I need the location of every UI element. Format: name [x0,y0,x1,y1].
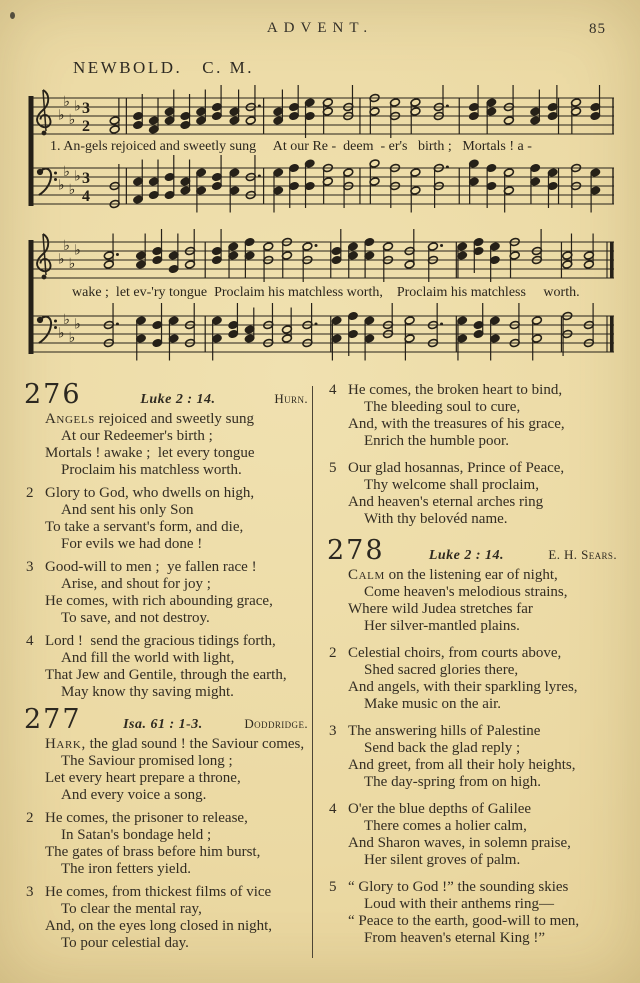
bass-staff [30,303,614,361]
verse-line: He comes, the broken heart to bind, [348,382,563,398]
verse-line: Come heaven's melodious strains, [364,584,568,600]
music-lyric-line-2: wake ; let ev-'ry tongue Proclaim his matchless worth, Proclaim his matchless worth. [72,285,580,300]
verse-line: Her silent groves of palm. [364,852,521,868]
verse-line: And every voice a song. [61,787,207,803]
verse-line: There comes a holier calm, [364,818,527,834]
verse-number: 2 [26,485,34,501]
verse-line: To clear the mental ray, [61,901,202,917]
augmentation-dot-icon [440,244,443,247]
augmentation-dot-icon [116,253,119,256]
flat-sign-icon: ♭ [63,164,71,180]
verse-number: 5 [329,879,337,895]
verse-line: Arise, and shout for joy ; [61,576,211,592]
hymn-278-verse-5 [327,879,617,947]
verse-line: From heaven's eternal King !” [364,930,545,946]
hymn-278-verse-2 [327,645,617,713]
augmentation-dot-icon [440,323,443,326]
treble-clef-icon [37,90,50,135]
flat-sign-icon: ♭ [58,325,65,342]
flat-sign-icon: ♭ [63,312,71,328]
verse-number: 2 [26,810,34,826]
verse-line: To save, and not destroy. [61,610,210,626]
verse-number: 3 [26,559,34,575]
bass-staff [30,155,614,213]
verse-line: Thy welcome shall proclaim, [364,477,539,493]
tune-title [73,58,254,78]
hymn-number: 278 [327,535,385,566]
verse-number: 3 [26,884,34,900]
hymn-scripture-reference: Luke 2 : 14. [428,548,505,563]
verse-line: To pour celestial day. [61,935,189,951]
verse-line: And, on the eyes long closed in night, [45,918,273,934]
flat-sign-icon: ♭ [68,256,76,272]
verse-number: 5 [329,460,337,476]
verse-line: Let every heart prepare a throne, [45,770,241,786]
verse-line: With thy belovéd name. [364,511,508,527]
hymn-author: Doddridge. [244,716,308,731]
time-signature: 4 [82,188,90,205]
verse-line: He comes, from thickest films of vice [45,884,272,900]
hymn-278-verse-1 [327,567,617,635]
system-brace [29,96,34,206]
flat-sign-icon: ♭ [74,98,81,115]
hymn-277-verses-continued [327,382,617,528]
verse-line: Angels rejoiced and sweetly sung [45,411,255,427]
hymn-scripture-reference: Luke 2 : 14. [140,392,216,407]
bass-clef-icon [37,317,57,343]
hymn-276-verse-4 [24,633,308,701]
treble-staff [30,229,614,282]
augmentation-dot-icon [258,105,261,108]
verse-line: And angels, with their sparkling lyres, [348,679,578,695]
augmentation-dot-icon [258,175,261,178]
flat-sign-icon: ♭ [68,330,76,346]
verse-line: Good-will to men ; ye fallen race ! [45,559,257,575]
verse-number: 4 [329,382,337,398]
hymn-276-heading [24,382,308,408]
running-head [0,20,640,42]
hymn-276-verses [24,411,308,701]
verse-line: Lord ! send the gracious tidings forth, [45,633,276,649]
verse-line: Mortals ! awake ; let every tongue [45,445,255,461]
verse-line: O'er the blue depths of Galilee [348,801,532,817]
flat-sign-icon: ♭ [68,182,76,198]
verse-line: May know thy saving might. [61,684,234,700]
hymn-277-heading [24,704,308,735]
flat-sign-icon: ♭ [63,94,71,110]
flat-sign-icon: ♭ [74,316,81,333]
left-column [24,382,308,962]
time-signature: 3 [82,100,90,117]
treble-clef-icon [37,234,50,279]
verse-line: Proclaim his matchless worth. [61,462,242,478]
system-brace [29,240,34,354]
augmentation-dot-icon [315,323,318,326]
hymn-277-verse-1 [24,736,308,804]
verse-line: Hark, the glad sound ! the Saviour comes, [45,736,305,752]
flat-sign-icon: ♭ [58,251,65,268]
time-signature: 3 [82,170,90,187]
verse-line: Make music on the air. [364,696,502,712]
verse-line: In Satan's bondage held ; [61,827,212,843]
flat-sign-icon: ♭ [58,177,65,194]
verse-line: The Saviour promised long ; [61,753,233,769]
verse-number: 4 [329,801,337,817]
right-column [327,382,617,962]
verse-line: Our glad hosannas, Prince of Peace, [348,460,565,476]
verse-number: 3 [329,723,337,739]
verse-line: And heaven's eternal arches ring [348,494,544,510]
hymn-number: 276 [24,382,82,410]
verse-line: Send back the glad reply ; [364,740,521,756]
flat-sign-icon: ♭ [74,168,81,185]
hymn-276-verse-2 [24,485,308,553]
hymn-278-verse-4 [327,801,617,869]
verse-line: Her silver-mantled plains. [364,618,520,634]
verse-line: That Jew and Gentile, through the earth, [45,667,287,683]
hymn-277-verse-3 [24,884,308,952]
flat-sign-icon: ♭ [68,112,76,128]
hymn-author: E. H. Sears. [548,547,617,562]
verse-line: For evils we had done ! [61,536,203,552]
verse-line: To take a servant's form, and die, [45,519,244,535]
verse-number: 4 [26,633,34,649]
hymn-276-verse-3 [24,559,308,627]
hymn-number: 277 [24,704,82,735]
augmentation-dot-icon [315,244,318,247]
time-signature: 2 [82,118,90,135]
verse-line: Where wild Judea stretches far [348,601,533,617]
bass-clef-icon [37,169,57,195]
verse-line: And sent his only Son [61,502,194,518]
verse-line: And, with the treasures of his grace, [348,416,565,432]
page-blemish [10,12,15,19]
verse-line: And Sharon waves, in solemn praise, [348,835,571,851]
music-lyric-line-1: 1. An-gels rejoiced and sweetly sung At our Re - deem - er's birth ; Mortals ! a - [50,139,532,154]
section-header: ADVENT. [266,20,374,36]
flat-sign-icon: ♭ [58,107,65,124]
hymn-278-verse-3 [327,723,617,791]
hymn-277-verse-2 [24,810,308,878]
verse-line: The gates of brass before him burst, [45,844,261,860]
treble-staff [30,85,614,138]
hymn-276-verse-1 [24,411,308,479]
tune-name: NEWBOLD. [73,58,183,77]
tune-meter: C. M. [202,58,254,77]
hymn-author: Hurn. [274,391,308,406]
music-notation [0,84,640,384]
verse-line: Calm on the listening ear of night, [348,567,558,583]
verse-line: The iron fetters yield. [61,861,191,877]
hymn-277-verse-5 [327,460,617,528]
hymn-277-verse-4 [327,382,617,450]
verse-line: Loud with their anthems ring— [364,896,554,912]
augmentation-dot-icon [446,105,449,108]
flat-sign-icon: ♭ [63,238,71,254]
hymn-scripture-reference: Isa. 61 : 1-3. [123,717,203,732]
verse-number: 2 [329,645,337,661]
verse-line: “ Glory to God !” the sounding skies [348,879,569,895]
flat-sign-icon: ♭ [74,242,81,259]
augmentation-dot-icon [116,323,119,326]
verse-line: Enrich the humble poor. [364,433,509,449]
verse-line: Shed sacred glories there, [364,662,519,678]
verse-line: And greet, from all their holy heights, [348,757,576,773]
hymn-278-heading [327,535,617,566]
hymn-277-verses [24,736,308,952]
verse-line: The answering hills of Palestine [348,723,541,739]
verse-line: The bleeding soul to cure, [364,399,521,415]
verse-line: The day-spring from on high. [364,774,542,790]
verse-line: He comes, with rich abounding grace, [45,593,273,609]
verse-line: And fill the world with light, [61,650,235,666]
verse-line: He comes, the prisoner to release, [45,810,248,826]
verse-line: Glory to God, who dwells on high, [45,485,255,501]
verse-line: “ Peace to the earth, good-will to men, [348,913,580,929]
augmentation-dot-icon [446,166,449,169]
column-divider [312,386,313,958]
verse-line: At our Redeemer's birth ; [61,428,213,444]
page-number: 85 [589,21,606,37]
verse-line: Celestial choirs, from courts above, [348,645,562,661]
hymn-278-verses [327,567,617,947]
